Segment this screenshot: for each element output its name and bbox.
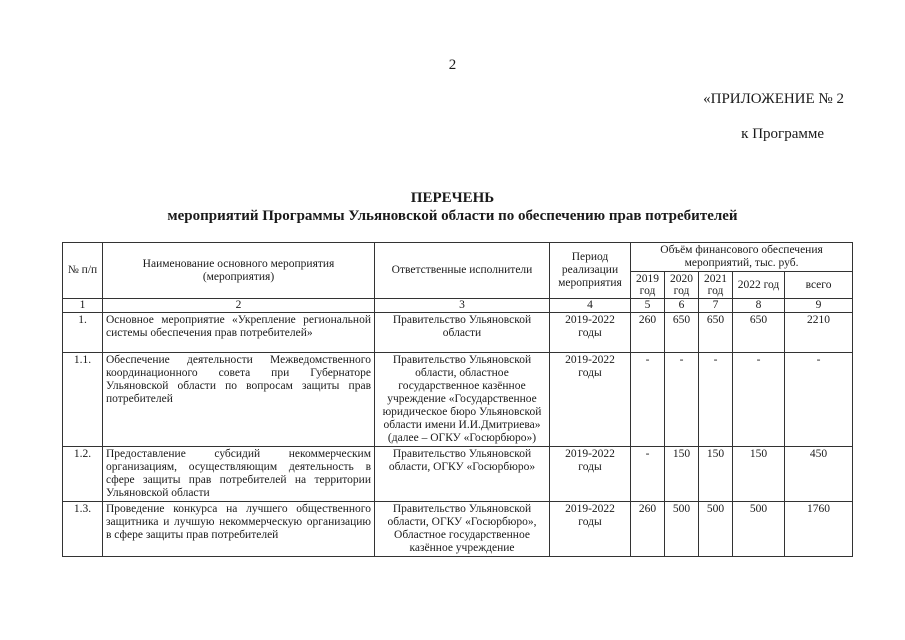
- header-name: Наименование основного мероприятия (мероприятия): [103, 243, 375, 299]
- row-responsible: Правительство Ульяновской области, ОГКУ «Госюрбюро»: [375, 447, 550, 502]
- row-2021: -: [699, 353, 733, 447]
- row-period: 2019-2022 годы: [550, 502, 631, 557]
- row-2021: 650: [699, 313, 733, 353]
- row-2022: 650: [733, 313, 785, 353]
- col-number: 3: [375, 299, 550, 313]
- header-2019: 2019 год: [631, 272, 665, 299]
- row-num: 1.3.: [63, 502, 103, 557]
- header-num: № п/п: [63, 243, 103, 299]
- row-2020: 150: [665, 447, 699, 502]
- row-name: Предоставление субсидий некоммерческим организациям, осуществляющим деятельность в сфере защиты прав потребителей на территории Ульяновской области: [103, 447, 375, 502]
- col-number: 6: [665, 299, 699, 313]
- table-row: [63, 353, 853, 447]
- col-number: 7: [699, 299, 733, 313]
- row-num: 1.2.: [63, 447, 103, 502]
- row-period: 2019-2022 годы: [550, 313, 631, 353]
- header-responsible: Ответственные исполнители: [375, 243, 550, 299]
- row-total: 1760: [785, 502, 853, 557]
- header-period: Период реализации мероприятия: [550, 243, 631, 299]
- row-2019: -: [631, 353, 665, 447]
- program-label: к Программе: [741, 126, 824, 142]
- header-2020: 2020 год: [665, 272, 699, 299]
- header-row: [63, 243, 853, 272]
- row-responsible: Правительство Ульяновской области: [375, 313, 550, 353]
- row-num: 1.1.: [63, 353, 103, 447]
- row-2020: -: [665, 353, 699, 447]
- row-name: Проведение конкурса на лучшего общественного защитника и лучшую некоммерческую организацию в сфере защиты прав потребителей: [103, 502, 375, 557]
- document-subtitle: мероприятий Программы Ульяновской области по обеспечению прав потребителей: [167, 208, 738, 224]
- row-2022: 150: [733, 447, 785, 502]
- row-responsible: Правительство Ульяновской области, областное государственное казённое учреждение «Государственное юридическое бюро Ульяновской области имени И.И.Дмитриева» (далее – ОГКУ «Госюрбюро»): [375, 353, 550, 447]
- measures-table: [62, 242, 853, 557]
- row-num: 1.: [63, 313, 103, 353]
- document-title: ПЕРЕЧЕНЬ: [410, 190, 495, 206]
- header-finance: Объём финансового обеспечения мероприятий, тыс. руб.: [631, 243, 853, 272]
- header-2022: 2022 год: [733, 272, 785, 299]
- row-2020: 500: [665, 502, 699, 557]
- col-number: 1: [63, 299, 103, 313]
- row-2019: 260: [631, 313, 665, 353]
- row-total: 2210: [785, 313, 853, 353]
- header-total: всего: [785, 272, 853, 299]
- row-2021: 150: [699, 447, 733, 502]
- row-period: 2019-2022 годы: [550, 353, 631, 447]
- row-name: Основное мероприятие «Укрепление региональной системы обеспечения прав потребителей»: [103, 313, 375, 353]
- row-2020: 650: [665, 313, 699, 353]
- row-total: 450: [785, 447, 853, 502]
- row-total: -: [785, 353, 853, 447]
- header-2021: 2021 год: [699, 272, 733, 299]
- row-name: Обеспечение деятельности Межведомственного координационного совета при Губернаторе Ульяновской области по вопросам защиты прав потребителей: [103, 353, 375, 447]
- col-number: 5: [631, 299, 665, 313]
- row-2019: 260: [631, 502, 665, 557]
- col-number: 8: [733, 299, 785, 313]
- col-number: 9: [785, 299, 853, 313]
- row-2022: -: [733, 353, 785, 447]
- column-numbers-row: [63, 299, 853, 313]
- appendix-label: «ПРИЛОЖЕНИЕ № 2: [703, 91, 844, 107]
- row-period: 2019-2022 годы: [550, 447, 631, 502]
- table-row: [63, 447, 853, 502]
- col-number: 4: [550, 299, 631, 313]
- col-number: 2: [103, 299, 375, 313]
- row-2019: -: [631, 447, 665, 502]
- table-row: [63, 502, 853, 557]
- row-2022: 500: [733, 502, 785, 557]
- row-responsible: Правительство Ульяновской области, ОГКУ «Госюрбюро», Областное государственное казённое учреждение: [375, 502, 550, 557]
- table-row: [63, 313, 853, 353]
- row-2021: 500: [699, 502, 733, 557]
- page-number: 2: [448, 57, 457, 73]
